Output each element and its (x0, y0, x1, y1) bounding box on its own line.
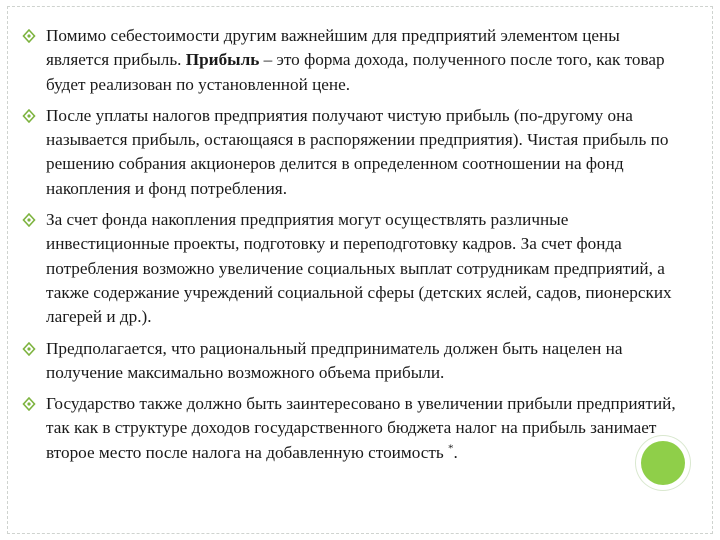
frame-border-bottom (7, 533, 713, 534)
diamond-bullet-icon (22, 109, 36, 123)
list-item (22, 104, 682, 201)
item-text: После уплаты налогов предприятия получают чистую прибыль (по-другому она называется прибыль, остающаяся в распоряжении предприятия). Чистая прибыль по решению собрания акционеров делится в определенном соотношении на фонд накопления и фонд потребления. (46, 105, 669, 198)
list-item (22, 337, 682, 386)
slide-body (22, 24, 682, 472)
frame-border-right (712, 6, 713, 534)
item-text-tail: . (453, 442, 458, 462)
item-text: Предполагается, что рациональный предприниматель должен быть нацелен на получение максимально возможного объема прибыли. (46, 338, 623, 382)
item-text: Помимо себестоимости другим важнейшим для предприятий элементом цены является прибыль. (46, 26, 620, 70)
frame-border-top (7, 6, 713, 7)
diamond-bullet-icon (22, 397, 36, 411)
item-text: – это форма дохода, полученного после того, как товар будет реализован по установленной цене. (46, 50, 665, 94)
item-bold-term: Прибыль (185, 50, 260, 70)
diamond-bullet-icon (22, 342, 36, 356)
item-text: За счет фонда накопления предприятия могут осуществлять различные инвестиционные проекты, подготовку и переподготовку кадров. За счет фонда потребления возможно увеличение социальных выплат сотрудникам предприятий, а также содержание учреждений социальной сферы (детских яслей, садов, пионерских лагерей и др.). (46, 210, 672, 327)
frame-border-left (7, 6, 8, 534)
list-item (22, 208, 682, 329)
list-item (22, 392, 682, 465)
bullet-list (22, 24, 682, 465)
item-text: Государство также должно быть заинтересовано в увеличении прибыли предприятий, так как в структуре доходов государственного бюджета налог на прибыль занимает второе место после налога на добавленную стоимость (46, 394, 676, 462)
diamond-bullet-icon (22, 29, 36, 43)
diamond-bullet-icon (22, 213, 36, 227)
footnote-marker: * (448, 442, 454, 455)
list-item (22, 24, 682, 97)
